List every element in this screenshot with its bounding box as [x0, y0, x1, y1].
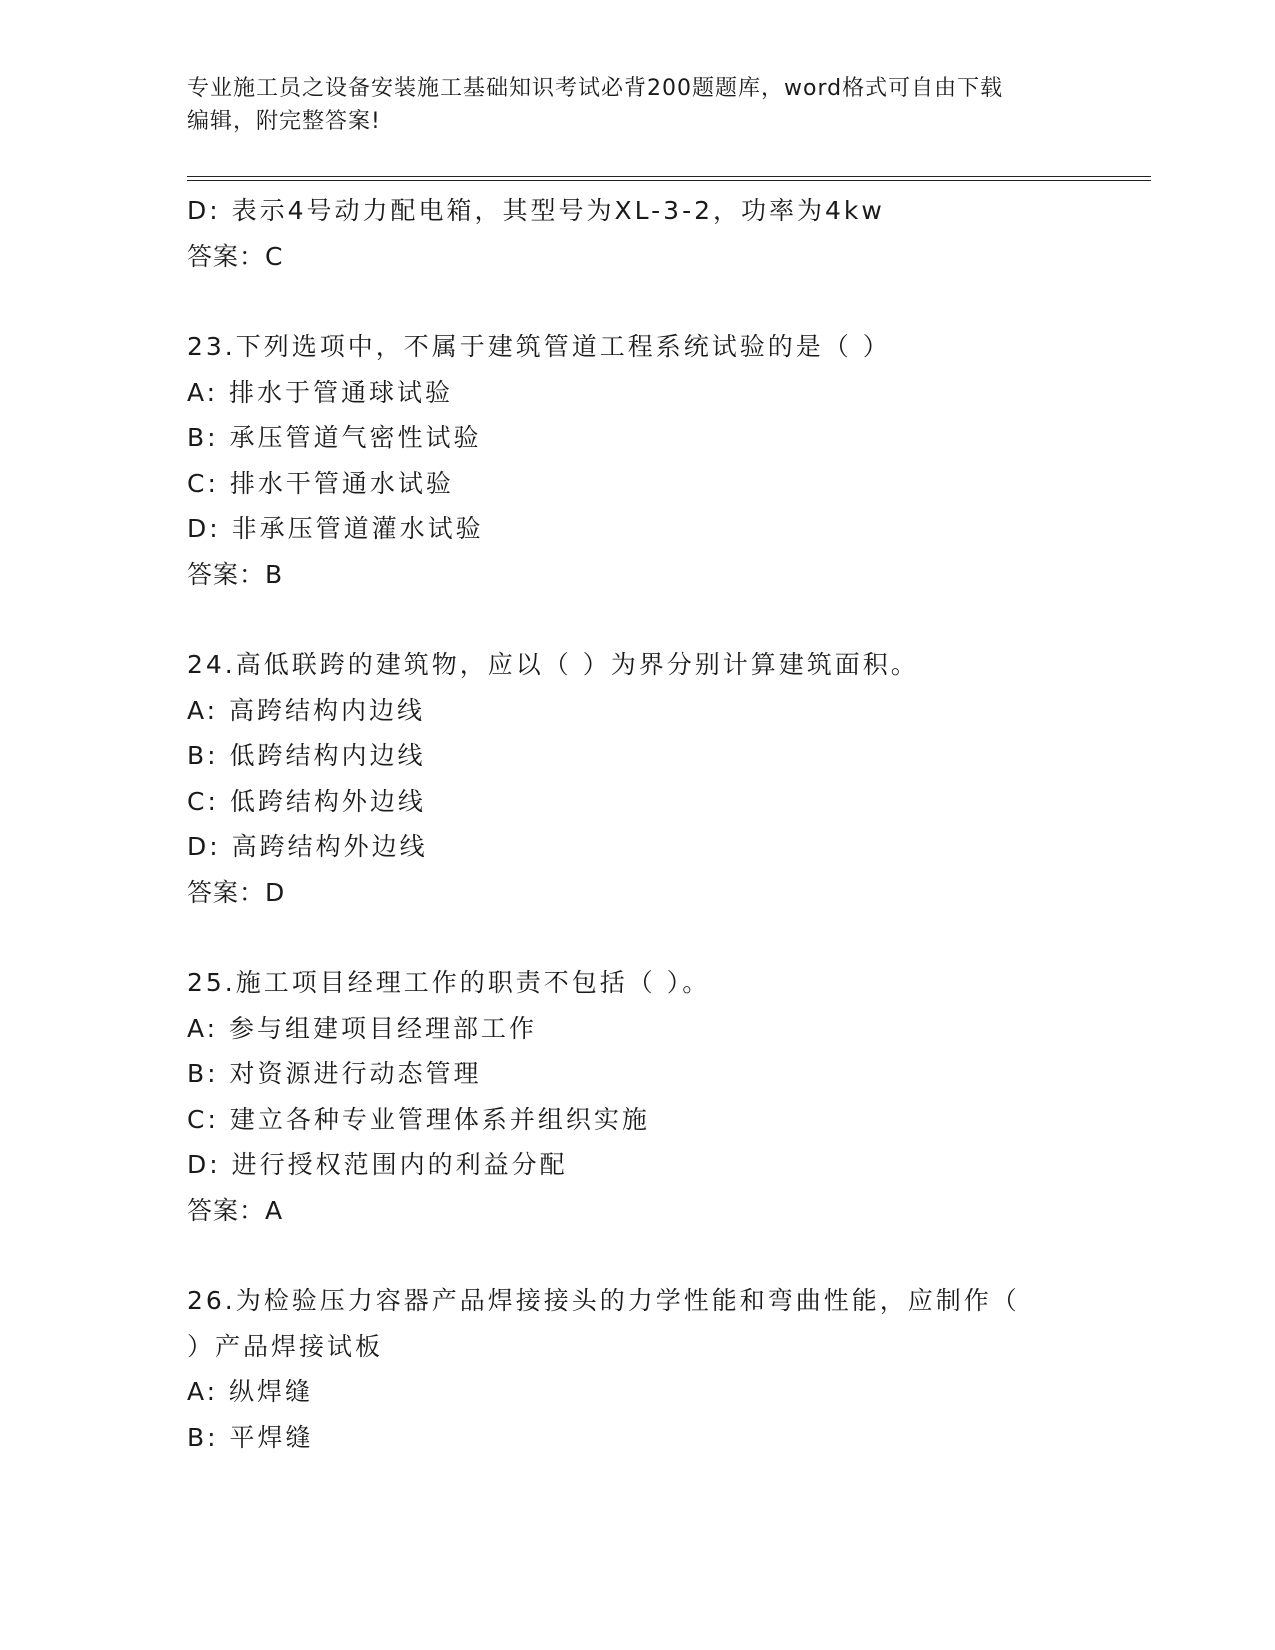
header-double-rule	[187, 176, 1151, 181]
option-c: C: 建立各种专业管理体系并组织实施	[187, 1104, 650, 1134]
prev-question-answer: 答案：C	[187, 241, 284, 271]
question-stem: 23.下列选项中，不属于建筑管道工程系统试验的是（ ）	[187, 332, 891, 361]
spacer	[187, 915, 1087, 960]
question-stem-line-1: 26.为检验压力容器产品焊接接头的力学性能和弯曲性能，应制作（	[187, 1286, 1020, 1315]
option-a: A: 纵焊缝	[187, 1377, 314, 1406]
document-header	[187, 72, 1087, 138]
option-d: D: 进行授权范围内的利益分配	[187, 1150, 568, 1179]
question-23	[187, 324, 1087, 597]
option-a: A: 参与组建项目经理部工作	[187, 1013, 538, 1043]
spacer	[187, 279, 1087, 324]
option-c: C: 低跨结构外边线	[187, 786, 426, 816]
answer: 答案：A	[187, 1195, 284, 1225]
option-b: B: 对资源进行动态管理	[187, 1059, 482, 1088]
option-b: B: 低跨结构内边线	[187, 741, 426, 770]
question-stem: 25.施工项目经理工作的职责不包括（ ）。	[187, 968, 711, 997]
option-c: C: 排水干管通水试验	[187, 468, 454, 498]
option-a: A: 高跨结构内边线	[187, 695, 426, 725]
spacer	[187, 597, 1087, 642]
prev-question-option-d: D: 表示4号动力配电箱，其型号为XL-3-2，功率为4kw	[187, 196, 885, 225]
option-b: B: 平焊缝	[187, 1422, 314, 1452]
option-d: D: 非承压管道灌水试验	[187, 514, 484, 543]
option-b: B: 承压管道气密性试验	[187, 423, 482, 452]
spacer	[187, 1233, 1087, 1278]
option-d: D: 高跨结构外边线	[187, 832, 428, 861]
header-title-line-1: 专业施工员之设备安装施工基础知识考试必背200题题库，word格式可自由下载	[187, 76, 1004, 101]
option-a: A: 排水于管通球试验	[187, 377, 454, 407]
question-stem: 24.高低联跨的建筑物，应以（ ）为界分别计算建筑面积。	[187, 650, 919, 679]
answer: 答案：D	[187, 877, 286, 907]
question-24	[187, 642, 1087, 915]
question-26	[187, 1278, 1087, 1460]
question-stem-line-2: ）产品焊接试板	[187, 1331, 384, 1361]
header-title-line-2: 编辑，附完整答案!	[187, 109, 381, 134]
question-25	[187, 960, 1087, 1233]
question-list	[187, 188, 1087, 1460]
answer: 答案：B	[187, 559, 284, 589]
